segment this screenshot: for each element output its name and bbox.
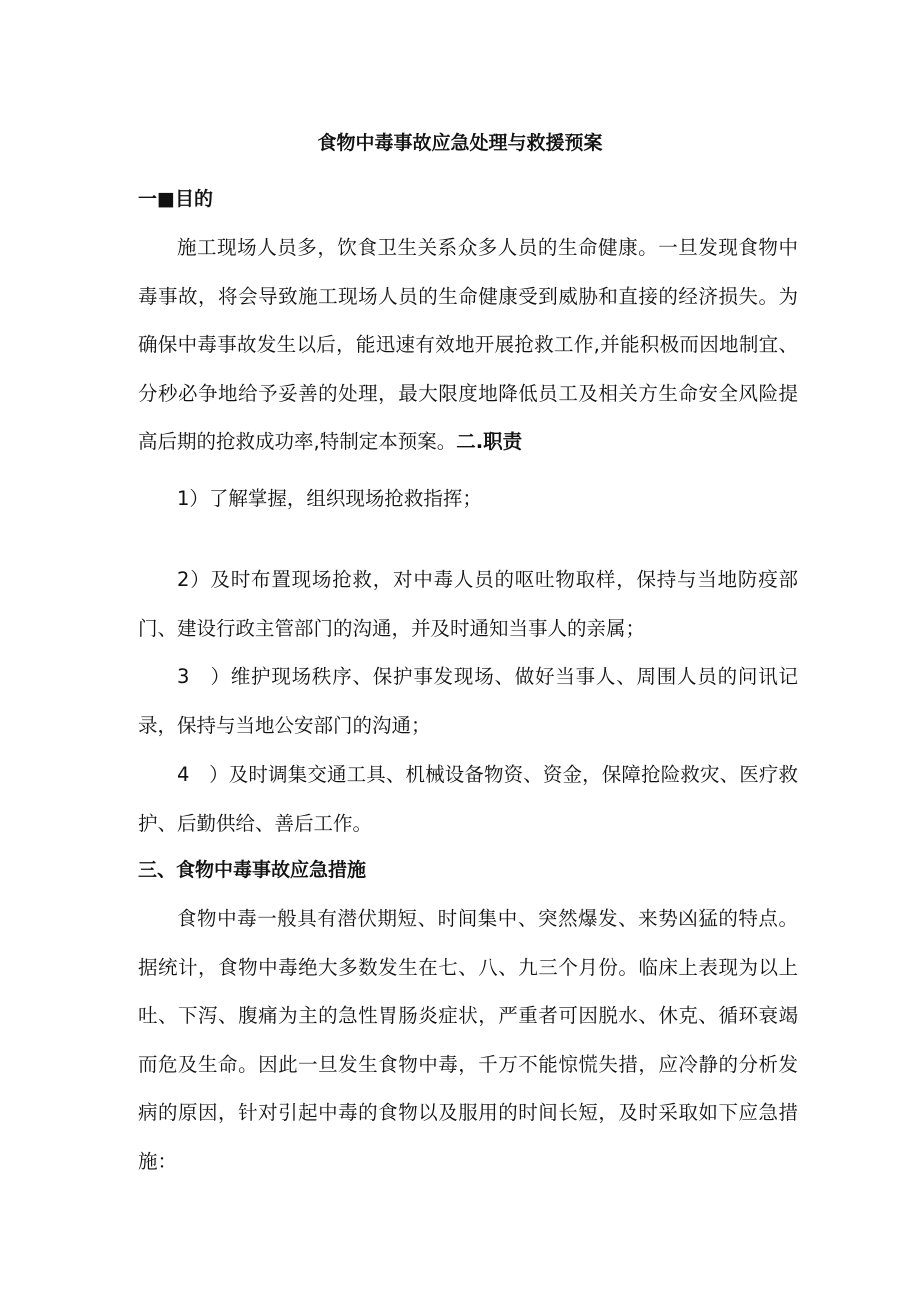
duty-item-1: 1）了解掌握，组织现场抢救指挥； bbox=[177, 487, 482, 510]
duty-item-4: 4 ）及时调集交通工具、机械设备物资、资金，保障抢险救灾、医疗救护、后勤供给、善后工作。 bbox=[138, 763, 798, 835]
section-heading-duties: 二.职责 bbox=[456, 430, 523, 454]
purpose-paragraph bbox=[138, 224, 798, 467]
section-heading-purpose: 一■目的 bbox=[138, 188, 213, 210]
measures-paragraph: 食物中毒一般具有潜伏期短、时间集中、突然爆发、来势凶猛的特点。据统计，食物中毒绝大多数发生在七、八、九三个月份。临床上表现为以上吐、下泻、腹痛为主的急性胃肠炎症状，严重者可因脱水、休克、循环衰竭而危及生命。因此一旦发生食物中毒，千万不能惊慌失措，应冷静的分析发病的原因，针对引起中毒的食物以及服用的时间长短，及时采取如下应急措施： bbox=[138, 907, 798, 1173]
document-title: 食物中毒事故应急处理与救援预案 bbox=[317, 132, 603, 154]
duty-item-2: 2）及时布置现场抢救，对中毒人员的呕吐物取样，保持与当地防疫部门、建设行政主管部门的沟通，并及时通知当事人的亲属； bbox=[138, 568, 798, 640]
duty-item-3: 3 ）维护现场秩序、保护事发现场、做好当事人、周围人员的问讯记录，保持与当地公安部门的沟通； bbox=[138, 665, 798, 737]
section-heading-measures: 三、食物中毒事故应急措施 bbox=[138, 859, 367, 881]
purpose-paragraph-text: 施工现场人员多，饮食卫生关系众多人员的生命健康。一旦发现食物中毒事故，将会导致施工现场人员的生命健康受到威胁和直接的经济损失。为确保中毒事故发生以后，能迅速有效地开展抢救工作,并能积极而因地制宜、分秒必争地给予妥善的处理，最大限度地降低员工及相关方生命安全风险提高后期的抢救成功率,特制定本预案。 bbox=[138, 236, 798, 454]
